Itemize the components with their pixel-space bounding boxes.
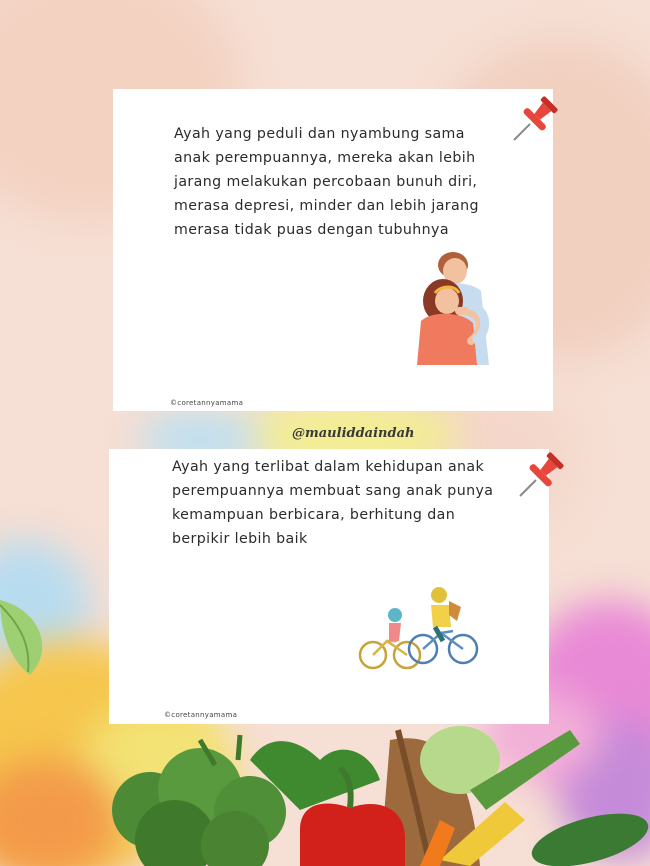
- quote-card-2: [109, 449, 549, 724]
- author-handle: @mauliddaindah: [292, 426, 415, 441]
- card-1-line: jarang melakukan percobaan bunuh diri,: [174, 174, 478, 190]
- card-2-text: [172, 455, 493, 551]
- father-daughter-cycling-illustration: [357, 581, 483, 673]
- card-1-line: Ayah yang peduli dan nyambung sama: [174, 126, 465, 142]
- card-1-text: [174, 122, 479, 242]
- leaf-decoration: [0, 590, 60, 680]
- pushpin-icon: [514, 448, 568, 502]
- card-2-line: perempuannya membuat sang anak punya: [172, 483, 494, 499]
- card-2-line: Ayah yang terlibat dalam kehidupan anak: [172, 459, 485, 475]
- card-1-line: merasa depresi, minder dan lebih jarang: [174, 198, 479, 214]
- pushpin-icon: [508, 92, 562, 146]
- card-2-footer: ©coretannyamama: [164, 711, 238, 719]
- father-daughter-hug-illustration: [411, 249, 493, 365]
- card-1-line: anak perempuannya, mereka akan lebih: [174, 150, 476, 166]
- card-1-footer: ©coretannyamama: [170, 399, 244, 407]
- quote-card-1: [113, 89, 553, 411]
- card-2-line: berpikir lebih baik: [172, 531, 308, 547]
- vegetables-decoration: [0, 720, 650, 866]
- card-1-line: merasa tidak puas dengan tubuhnya: [174, 222, 449, 238]
- card-2-line: kemampuan berbicara, berhitung dan: [172, 507, 456, 523]
